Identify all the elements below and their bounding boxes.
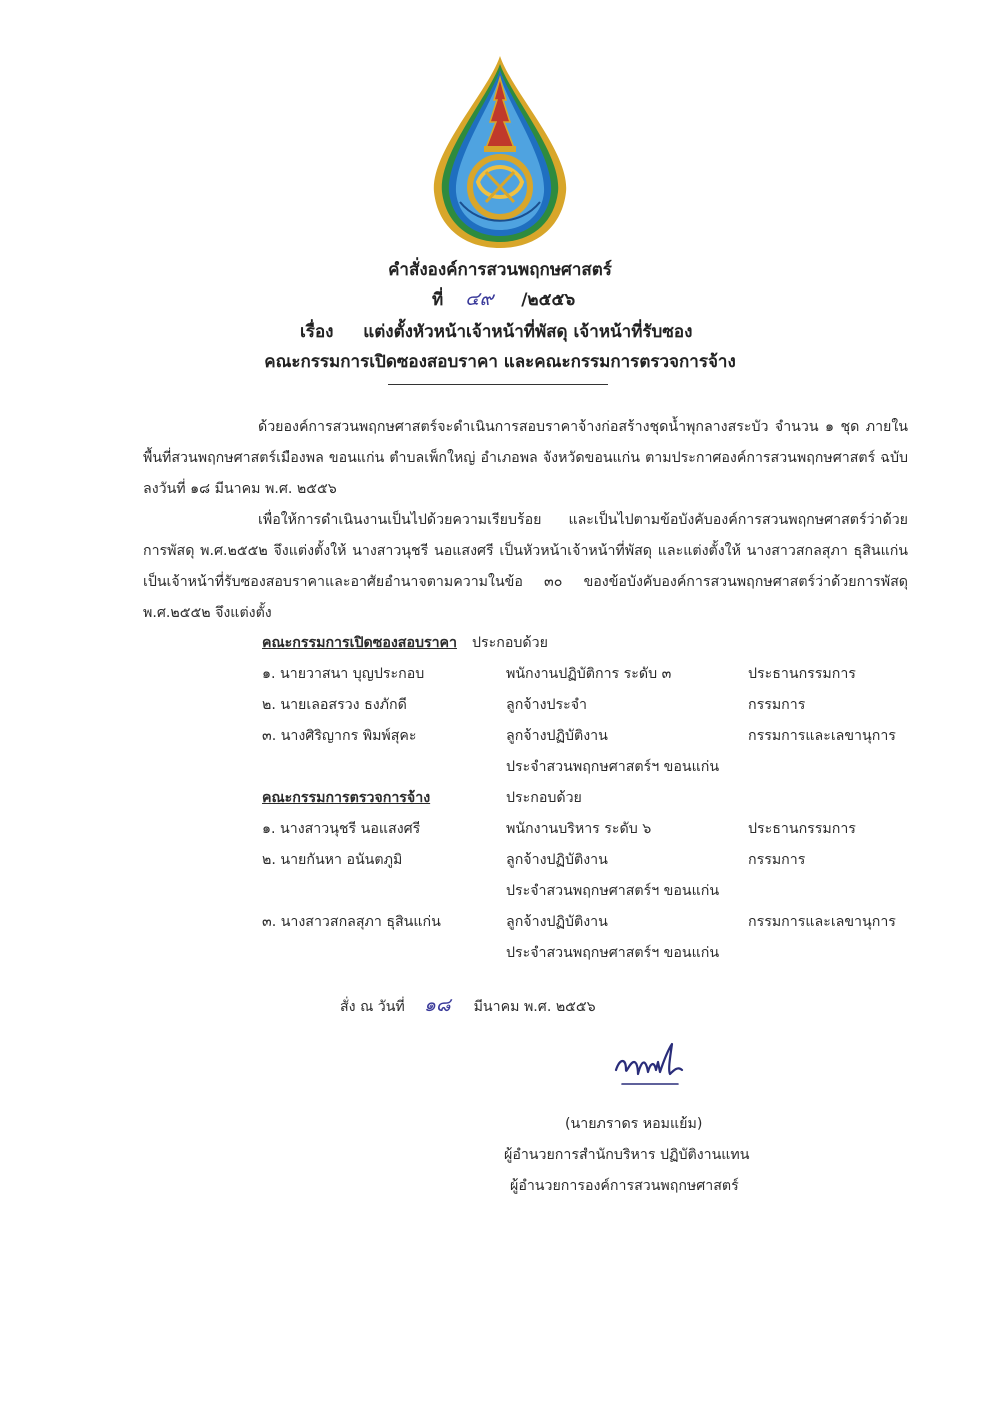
organization-logo: [420, 52, 580, 250]
signer-title-2: ผู้อำนวยการองค์การสวนพฤกษศาสตร์: [510, 1178, 739, 1194]
paragraph-2-text: เพื่อให้การดำเนินงานเป็นไปด้วยความเรียบร้อย และเป็นไปตามข้อบังคับองค์การสวนพฤกษศาสตร์ว่าด้วยการพัสดุ พ.ศ.๒๕๕๒ จึงแต่งตั้งให้ นางสาวนุชรี นอแสงศรี เป็นหัวหน้าเจ้าหน้าที่พัสดุ และแต่งตั้งให้ นางสาวสกลสุภา ธุสินแก่น เป็นเจ้าหน้าที่รับซองสอบราคาและอาศัยอำนาจตามความในข้อ ๓๐ ของข้อบังคับองค์การสวนพฤกษศาสตร์ว่าด้วยการพัสดุ พ.ศ.๒๕๕๒ จึงแต่งตั้ง: [143, 512, 908, 621]
committee-open-member-role: กรรมการ: [748, 697, 806, 713]
committee-open-heading-line: [262, 632, 548, 654]
header-divider: [388, 384, 608, 385]
committee-open-member-name: ๓. นางศิริญากร พิมพ์สุคะ: [262, 728, 417, 744]
order-date-month-year: มีนาคม พ.ศ. ๒๕๕๖: [473, 999, 596, 1015]
committee-inspect-member-name: ๓. นางสาวสกลสุภา ธุสินแก่น: [262, 914, 441, 930]
committee-inspect-member-role: ประธานกรรมการ: [748, 821, 856, 837]
paragraph-1: [143, 412, 908, 505]
number-prefix: ที่: [432, 290, 444, 310]
committee-open-member-name: ๒. นายเลอสรวง ธงภักดี: [262, 697, 407, 713]
committee-open-heading: คณะกรรมการเปิดซองสอบราคา: [262, 635, 458, 651]
committee-inspect-member-position: พนักงานบริหาร ระดับ ๖: [506, 821, 652, 837]
committee-open-member-position: พนักงานปฏิบัติการ ระดับ ๓: [506, 666, 672, 682]
committee-inspect-member-name: ๒. นายกันหา อนันตภูมิ: [262, 852, 403, 868]
committee-inspect-member-name: ๑. นางสาวนุชรี นอแสงศรี: [262, 821, 421, 837]
signer-name: (นายภราดร หอมแย้ม): [565, 1116, 703, 1132]
committee-inspect-member-position: ลูกจ้างปฏิบัติงาน: [506, 852, 608, 868]
committee-open-member-role: ประธานกรรมการ: [748, 666, 856, 682]
committee-inspect-member-position-2: ประจำสวนพฤกษศาสตร์ฯ ขอนแก่น: [506, 883, 720, 899]
paragraph-1-text: ด้วยองค์การสวนพฤกษศาสตร์จะดำเนินการสอบราคาจ้างก่อสร้างชุดน้ำพุกลางสระบัว จำนวน ๑ ชุด ภายในพื้นที่สวนพฤกษศาสตร์เมืองพล ขอนแก่น ตำบลเพ็กใหญ่ อำเภอพล จังหวัดขอนแก่น ตามประกาศองค์การสวนพฤกษศาสตร์ ฉบับลงวันที่ ๑๘ มีนาคม พ.ศ. ๒๕๕๖: [143, 419, 908, 497]
committee-inspect-suffix: ประกอบด้วย: [506, 790, 582, 806]
committee-inspect-heading-text: คณะกรรมการตรวจการจ้าง: [262, 790, 431, 806]
signer-title-1: ผู้อำนวยการสำนักบริหาร ปฏิบัติงานแทน: [504, 1147, 750, 1163]
committee-open-member-name: ๑. นายวาสนา บุญประกอบ: [262, 666, 425, 682]
subject-label: เรื่อง: [300, 322, 334, 342]
handwritten-signature: [612, 1040, 692, 1090]
order-number-line: [432, 284, 575, 314]
number-suffix: /๒๕๕๖: [521, 290, 576, 310]
order-date-prefix: สั่ง ณ วันที่: [340, 999, 405, 1015]
order-date-line: [340, 990, 596, 1020]
committee-inspect-member-role: กรรมการ: [748, 852, 806, 868]
order-day-handwritten: ๑๘: [423, 994, 451, 1016]
subject-line-2: คณะกรรมการเปิดซองสอบราคา และคณะกรรมการตรวจการจ้าง: [264, 352, 736, 372]
paragraph-2: [143, 505, 908, 629]
order-title: คำสั่งองค์การสวนพฤกษศาสตร์: [388, 260, 612, 280]
committee-open-suffix: ประกอบด้วย: [472, 635, 548, 651]
subject-line-1: [300, 318, 692, 345]
subject-text-1: แต่งตั้งหัวหน้าเจ้าหน้าที่พัสดุ เจ้าหน้าที่รับซอง: [363, 322, 693, 342]
committee-open-member-role: กรรมการและเลขานุการ: [748, 728, 896, 744]
committee-inspect-member-position: ลูกจ้างปฏิบัติงาน: [506, 914, 608, 930]
committee-open-member-position: ลูกจ้างปฏิบัติงาน: [506, 728, 608, 744]
committee-open-member-position-2: ประจำสวนพฤกษศาสตร์ฯ ขอนแก่น: [506, 759, 720, 775]
committee-inspect-member-role: กรรมการและเลขานุการ: [748, 914, 896, 930]
committee-inspect-member-position-2: ประจำสวนพฤกษศาสตร์ฯ ขอนแก่น: [506, 945, 720, 961]
committee-open-member-position: ลูกจ้างประจำ: [506, 697, 588, 713]
committee-inspect-heading: [262, 787, 430, 809]
order-number-handwritten: ๔๙: [465, 288, 494, 310]
